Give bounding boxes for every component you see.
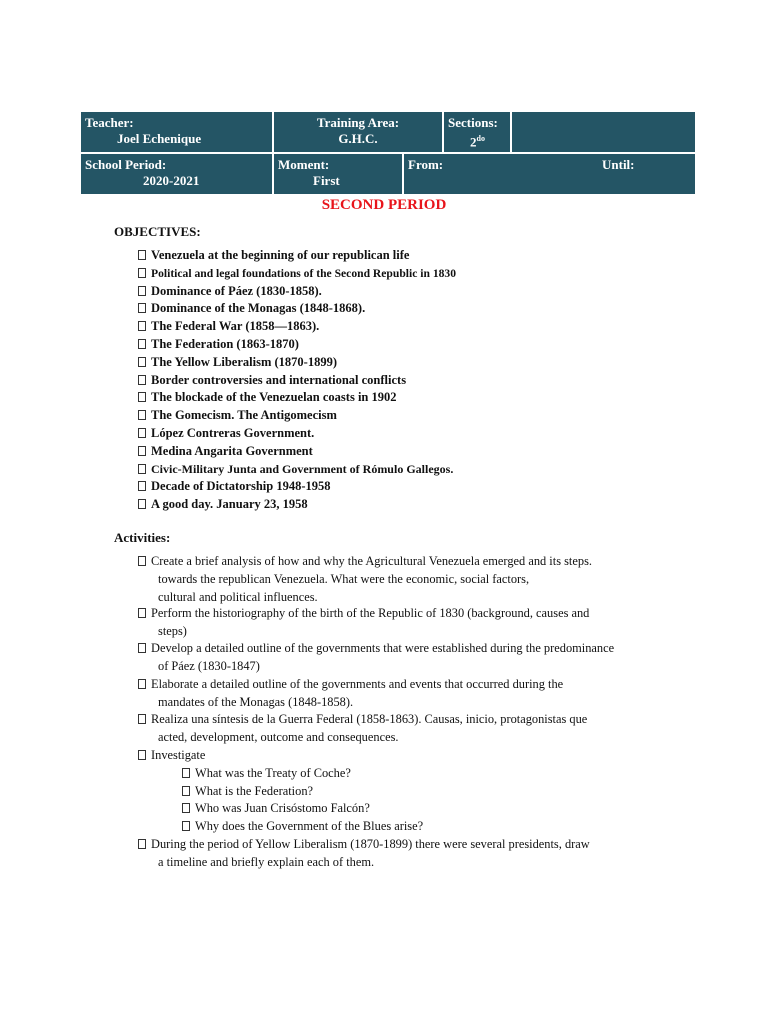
bullet-box-icon bbox=[138, 321, 146, 331]
activities-heading: Activities: bbox=[114, 530, 171, 545]
objective-text: López Contreras Government. bbox=[151, 425, 315, 440]
list-item bbox=[138, 318, 456, 336]
sections-value: 2 bbox=[470, 134, 477, 150]
bullet-box-icon bbox=[138, 446, 146, 456]
bullet-box-icon bbox=[138, 556, 146, 566]
bullet-box-icon bbox=[138, 608, 146, 618]
bullet-box-icon bbox=[182, 768, 190, 778]
objective-text: Medina Angarita Government bbox=[151, 443, 313, 458]
objective-text: The Yellow Liberalism (1870-1899) bbox=[151, 354, 337, 369]
bullet-box-icon bbox=[138, 481, 146, 491]
bullet-box-icon bbox=[138, 392, 146, 402]
sections-value-wrap bbox=[448, 131, 506, 150]
bullet-box-icon bbox=[138, 643, 146, 653]
school-period-label: School Period: bbox=[85, 157, 167, 172]
bullet-box-icon bbox=[138, 375, 146, 385]
bullet-box-icon bbox=[138, 339, 146, 349]
bullet-box-icon bbox=[138, 410, 146, 420]
activity-item bbox=[138, 676, 651, 712]
moment-value: First bbox=[313, 173, 340, 188]
objective-text: Venezuela at the beginning of our republican life bbox=[151, 248, 410, 262]
activity-line: During the period of Yellow Liberalism (1870-1899) there were several presidents, draw bbox=[151, 837, 590, 851]
from-until-cell bbox=[404, 154, 695, 194]
bullet-box-icon bbox=[138, 286, 146, 296]
bullet-box-icon bbox=[138, 750, 146, 760]
sections-superscript: do bbox=[476, 134, 485, 143]
objective-text: The blockade of the Venezuelan coasts in 1902 bbox=[151, 390, 397, 405]
list-item bbox=[138, 478, 456, 496]
until-label: Until: bbox=[602, 157, 635, 172]
activity-item bbox=[138, 836, 651, 872]
training-area-cell bbox=[274, 112, 442, 152]
bullet-box-icon bbox=[138, 357, 146, 367]
sub-item-text: What was the Treaty of Coche? bbox=[195, 766, 351, 780]
activity-line: Create a brief analysis of how and why the Agricultural Venezuela emerged and its steps. bbox=[151, 554, 592, 568]
page-title: SECOND PERIOD bbox=[321, 197, 447, 213]
activity-line: Elaborate a detailed outline of the governments and events that occurred during the bbox=[151, 677, 564, 691]
bullet-box-icon bbox=[138, 268, 146, 278]
sub-item-text: What is the Federation? bbox=[195, 784, 314, 798]
objective-text: Border controversies and international conflicts bbox=[151, 372, 407, 387]
activity-line: acted, development, outcome and consequences. bbox=[158, 729, 399, 744]
sub-item bbox=[182, 765, 351, 783]
list-item bbox=[138, 265, 456, 283]
activity-line: Investigate bbox=[151, 748, 206, 762]
bullet-box-icon bbox=[138, 303, 146, 313]
list-item bbox=[138, 354, 456, 372]
objective-text: Decade of Dictatorship 1948-1958 bbox=[151, 479, 331, 494]
objectives-heading: OBJECTIVES: bbox=[114, 224, 201, 239]
activity-line: Develop a detailed outline of the governments that were established during the predominance bbox=[151, 641, 615, 655]
list-item bbox=[138, 407, 456, 425]
activity-line: towards the republican Venezuela. What were the economic, social factors, bbox=[158, 571, 530, 586]
sub-item-text: Who was Juan Crisóstomo Falcón? bbox=[195, 801, 370, 815]
objective-text: A good day. January 23, 1958 bbox=[151, 497, 308, 512]
bullet-box-icon bbox=[182, 786, 190, 796]
activity-line: a timeline and briefly explain each of them. bbox=[158, 854, 375, 869]
training-area-label: Training Area: bbox=[316, 115, 400, 130]
bullet-box-icon bbox=[138, 839, 146, 849]
activity-line: mandates of the Monagas (1848-1858). bbox=[158, 694, 354, 709]
sections-label: Sections: bbox=[448, 115, 498, 130]
activity-line: steps) bbox=[158, 623, 187, 638]
objectives-list bbox=[138, 247, 456, 514]
moment-cell bbox=[274, 154, 402, 194]
objective-text: Civic-Military Junta and Government of Rómulo Gallegos. bbox=[151, 461, 454, 476]
list-item bbox=[138, 461, 456, 479]
activity-line: cultural and political influences. bbox=[158, 589, 318, 604]
teacher-label: Teacher: bbox=[85, 115, 134, 130]
activity-item bbox=[138, 711, 651, 747]
school-period-value: 2020-2021 bbox=[143, 173, 200, 188]
bullet-box-icon bbox=[138, 679, 146, 689]
activity-line: Perform the historiography of the birth of the Republic of 1830 (background, causes and bbox=[151, 606, 590, 620]
list-item bbox=[138, 336, 456, 354]
bullet-box-icon bbox=[138, 714, 146, 724]
list-item bbox=[138, 443, 456, 461]
list-item bbox=[138, 389, 456, 407]
bullet-box-icon bbox=[138, 499, 146, 509]
bullet-box-icon bbox=[182, 821, 190, 831]
list-item bbox=[138, 300, 456, 318]
objective-text: Political and legal foundations of the Second Republic in 1830 bbox=[151, 266, 457, 280]
activity-line: of Páez (1830-1847) bbox=[158, 658, 260, 673]
activity-item bbox=[138, 747, 651, 765]
activity-line: Realiza una síntesis de la Guerra Federal (1858-1863). Causas, inicio, protagonistas que bbox=[151, 712, 588, 726]
bullet-box-icon bbox=[138, 464, 146, 474]
sub-item-text: Why does the Government of the Blues arise? bbox=[195, 819, 424, 833]
list-item bbox=[138, 372, 456, 390]
objective-text: The Federation (1863-1870) bbox=[151, 336, 299, 351]
activity-item bbox=[138, 605, 651, 641]
bullet-box-icon bbox=[138, 428, 146, 438]
objective-text: Dominance of the Monagas (1848-1868). bbox=[151, 301, 366, 316]
activity-item bbox=[138, 640, 651, 676]
sections-cell bbox=[444, 112, 510, 152]
objective-text: The Gomecism. The Antigomecism bbox=[151, 408, 337, 423]
bullet-box-icon bbox=[138, 250, 146, 260]
training-area-value: G.H.C. bbox=[338, 131, 378, 146]
header-table bbox=[81, 112, 695, 194]
moment-label: Moment: bbox=[278, 157, 330, 172]
school-period-cell bbox=[81, 154, 272, 194]
list-item bbox=[138, 496, 456, 514]
sub-item bbox=[182, 800, 370, 818]
blank-cell bbox=[512, 112, 695, 152]
activity-item bbox=[138, 553, 651, 606]
list-item bbox=[138, 283, 456, 301]
sub-item bbox=[182, 818, 423, 836]
objective-text: The Federal War (1858—1863). bbox=[151, 319, 320, 334]
teacher-name: Joel Echenique bbox=[117, 131, 202, 146]
from-label: From: bbox=[408, 157, 444, 172]
list-item bbox=[138, 425, 456, 443]
bullet-box-icon bbox=[182, 803, 190, 813]
objective-text: Dominance of Páez (1830-1858). bbox=[151, 283, 322, 298]
teacher-cell bbox=[81, 112, 272, 152]
sub-item bbox=[182, 783, 313, 801]
list-item bbox=[138, 247, 456, 265]
